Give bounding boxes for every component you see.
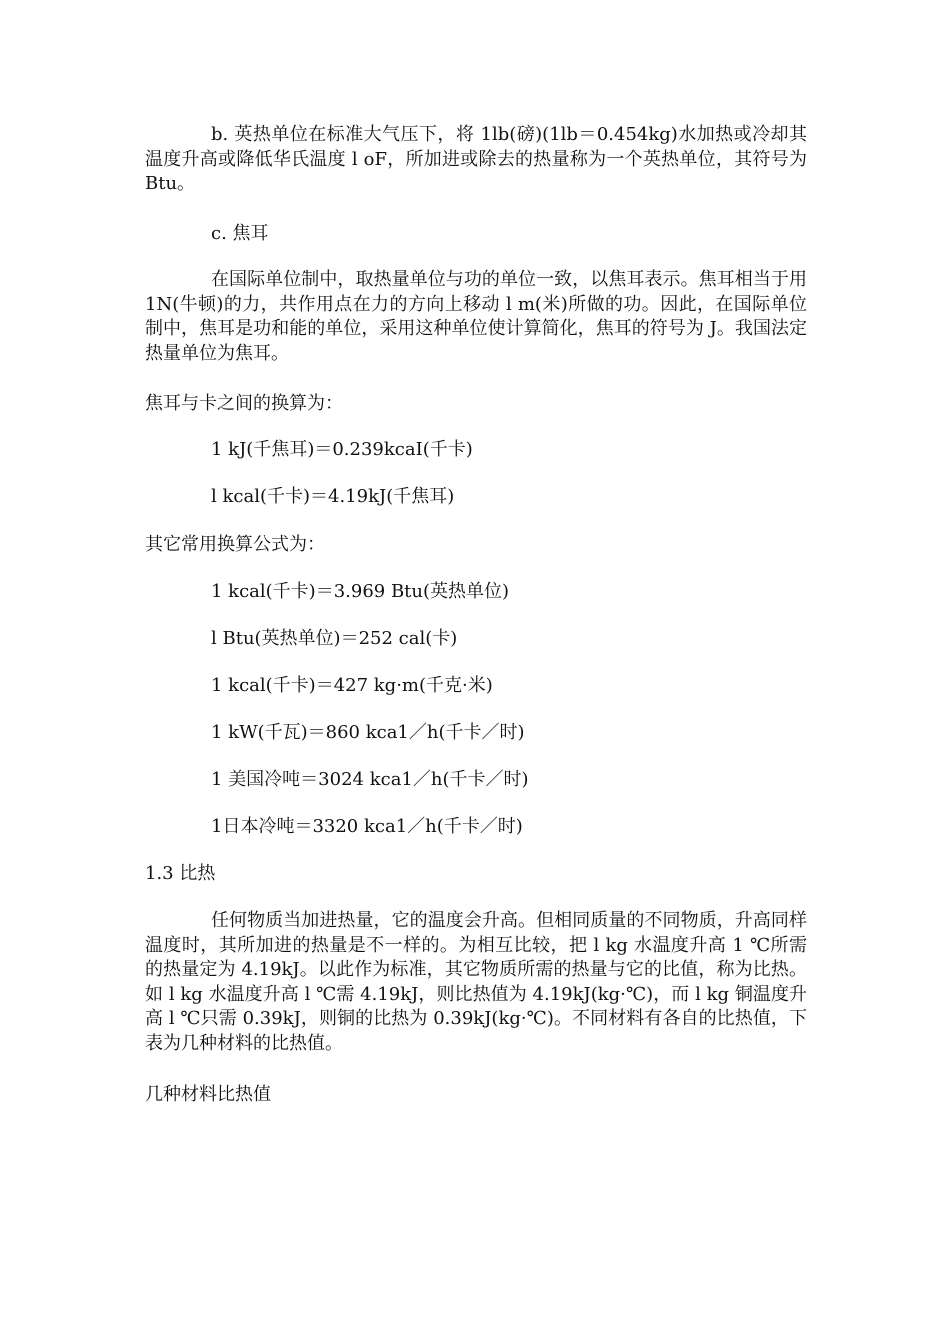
formula-kcal-to-kgm: 1 kcal(千卡)＝427 kg·m(千克·米) (211, 675, 493, 696)
formula-kcal-to-kj: l kcal(千卡)＝4.19kJ(千焦耳) (211, 486, 455, 507)
table-caption: 几种材料比热值 (145, 1084, 271, 1105)
formula-btu-to-cal: l Btu(英热单位)＝252 cal(卡) (211, 628, 458, 649)
joule-calorie-intro: 焦耳与卡之间的换算为： (145, 393, 343, 414)
paragraph-btu-definition: b. 英热单位在标准大气压下，将 1lb(磅)(1lb＝0.454kg)水加热或冷却其温度升高或降低华氏温度 l oF，所加进或除去的热量称为一个英热单位，其符号为 Btu。 (145, 124, 807, 194)
paragraph-joule-definition: 在国际单位制中，取热量单位与功的单位一致，以焦耳表示。焦耳相当于用 1N(牛顿)的力，共作用点在力的方向上移动 l m(米)所做的功。因此，在国际单位制中，焦耳是功和能的单位，采用这种单位使计算简化，焦耳的符号为 J。我国法定热量单位为焦耳。 (145, 269, 807, 364)
formula-japan-ton: 1日本冷吨＝3320 kca1／h(千卡／时) (211, 816, 523, 837)
formula-kcal-to-btu: 1 kcal(千卡)＝3.969 Btu(英热单位) (211, 581, 510, 602)
section-heading-specific-heat: 1.3 比热 (145, 863, 216, 884)
subheading-joule: c. 焦耳 (211, 223, 269, 244)
paragraph-specific-heat: 任何物质当加进热量，它的温度会升高。但相同质量的不同物质，升高同样温度时，其所加进的热量是不一样的。为相互比较，把 l kg 水温度升高 1 ℃所需的热量定为 4.19kJ。以此作为标准，其它物质所需的热量与它的比值，称为比热。如 l kg 水温度升高 l ℃需 4.19kJ，则比热值为 4.19kJ(kg·℃)，而 l kg 铜温度升高 l ℃只需 0.39kJ，则铜的比热为 0.39kJ(kg·℃)。不同材料有各自的比热值，下表为几种材料的比热值。 (145, 910, 807, 1054)
formula-us-ton: 1 美国冷吨＝3024 kca1／h(千卡／时) (211, 769, 529, 790)
formula-kw-to-kcal-h: 1 kW(千瓦)＝860 kca1／h(千卡／时) (211, 722, 525, 743)
formula-kj-to-kcal: 1 kJ(千焦耳)＝0.239kcaI(千卡) (211, 439, 473, 460)
other-formulas-intro: 其它常用换算公式为： (145, 534, 325, 555)
